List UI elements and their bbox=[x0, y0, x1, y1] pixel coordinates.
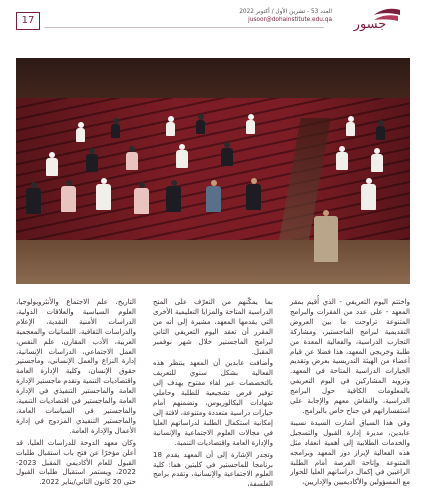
header-divider bbox=[44, 27, 324, 28]
audience-member bbox=[376, 126, 385, 140]
audience-member bbox=[96, 184, 111, 210]
paragraph: وأضافت عابدين أن المعهد ينتظر هذه الفعالية بشكل سنوي للتعريف بالتخصصات عبر لقاء مفتوح يهدف إلى توفير فرص تشجيعية للطلبة وحاملي شهادات البكالوريوس، وتضمنهم أمام خيارات دراسية متعددة ومتنوعة، لافتة إلى إمكانية استكمال الطلبة لدراساتهم العليا في مجالات العلوم الاجتماعية والإنسانية والإدارة العامة واقتصاديات التنمية. bbox=[153, 359, 273, 447]
paragraph: بما يمكّنهم من التعرّف على المنح الدراسية المتاحة والمزايا التعليمية الأخرى التي يقدمها المعهد، مشيرة إلى أنه من المقرر أن تعقد اليوم التعريفي الثاني لبرامج الماجستير خلال شهر نوفمبر المقبل. bbox=[153, 298, 273, 356]
paragraph: واختتم اليوم التعريفي - الذي أُقيم بمقر المعهد - على عدد من الفقرات والبرامج المتنوعة تراوحت ما بين العروض التقديمية لبرامج الماجستير، ومشاركة التجارب الدراسية، والفعالية المعدة من طلبة وخريجي المعهد، هذا فضلا عن قيام أعضاء من الهيئة التدريسية بعرض وتقديم الخيارات الدراسية المتاحة في المعهد. وتزويد المشاركين في اليوم التعريفي بالمعلومات الكافية حول البرامج الدراسية، والنقاش معهم والإجابة على استفساراتهم في جناح خاص بالبرامج. bbox=[290, 298, 410, 415]
audience-member-foreground bbox=[314, 216, 338, 262]
audience-member bbox=[76, 128, 85, 142]
contact-email: jusoor@dohainstitute.edu.qa bbox=[248, 17, 332, 23]
audience-member bbox=[246, 120, 255, 134]
article-body bbox=[16, 298, 410, 489]
paragraph: وفي هذا السياق أشارت السيدة نسيبة عابدين، مديرة إدارة القبول والتسجيل والخدمات الطلابية إلى أهمية انعقاد مثل هذه الفعالية لإبراز دور المعهد وبرامجه المتنوعة وإتاحة الفرصة أمام الطلبة الراغبين في إكمال دراساتهم العليا للحوار مع المسؤولين والأكاديميين والإداريين، bbox=[290, 418, 410, 487]
issue-meta bbox=[192, 8, 332, 24]
audience-member bbox=[246, 184, 261, 210]
article-column-2 bbox=[153, 298, 273, 489]
magazine-logo-icon bbox=[340, 6, 410, 32]
page-number: 17 bbox=[16, 12, 40, 30]
audience-member bbox=[134, 188, 149, 214]
photo-floor bbox=[16, 240, 410, 284]
audience-member bbox=[361, 184, 376, 210]
article-column-3 bbox=[16, 298, 136, 487]
audience-member bbox=[46, 158, 58, 176]
paragraph: وكان معهد الدوحة للدراسات العليا، قد أعلن مؤخرًا عن فتح باب استقبال طلبات القبول للعام الأكاديمي المقبل 2023-2022، ويستمر استقبال طلبات القبول حتى 20 كانون الثاني/يناير 2022. bbox=[16, 438, 136, 487]
paragraph: وتجدر الإشارة إلى أن المعهد يقدم 18 برنامجا للماجستير في كليتين هما: كلية العلوم الاجتماعية والإنسانية، وتقدم برامج الفلسفة، bbox=[153, 450, 273, 489]
paragraph: التاريخ، علم الاجتماع والأنثروبولوجيا، العلوم السياسية والعلاقات الدولية، الدراسات الأمنية النقدية، الإعلام والدراسات الثقافية، اللسانيات والمعجمية العربية، الأدب المقارن، علم النفس، العمل الاجتماعي، الدراسات الإنسانية، إدارة النزاع والعمل الإنساني، وماجستير حقوق الإنسان، وكلية الإدارة العامة واقتصاديات التنمية وتقدم ماجستير الإدارة العامة والماجستير التنفيذي في الإدارة العامة والماجستير في اقتصاديات التنمية، والماجستير في السياسات العامة، والماجستير التنفيذي المزدوج في إدارة الأعمال والإدارة العامة. bbox=[16, 298, 136, 435]
audience-member bbox=[371, 154, 383, 172]
audience-member bbox=[86, 154, 98, 172]
issue-line: العدد 53 - تشرين الأول / أكتوبر 2022 bbox=[239, 9, 332, 15]
page-header bbox=[0, 0, 426, 34]
article-column-1 bbox=[290, 298, 410, 487]
logo-wordmark: جسور bbox=[353, 17, 387, 32]
audience-member bbox=[196, 120, 205, 134]
audience-member bbox=[176, 150, 188, 168]
audience-member bbox=[166, 122, 175, 136]
audience-member bbox=[61, 186, 76, 212]
audience-member bbox=[206, 186, 221, 212]
audience-member bbox=[111, 124, 120, 138]
audience-member bbox=[166, 186, 181, 212]
auditorium-photo bbox=[16, 58, 410, 284]
audience-member bbox=[346, 122, 355, 136]
audience-member bbox=[336, 152, 348, 170]
audience-member bbox=[126, 152, 138, 170]
audience-member bbox=[26, 188, 41, 214]
audience-member bbox=[221, 148, 233, 166]
